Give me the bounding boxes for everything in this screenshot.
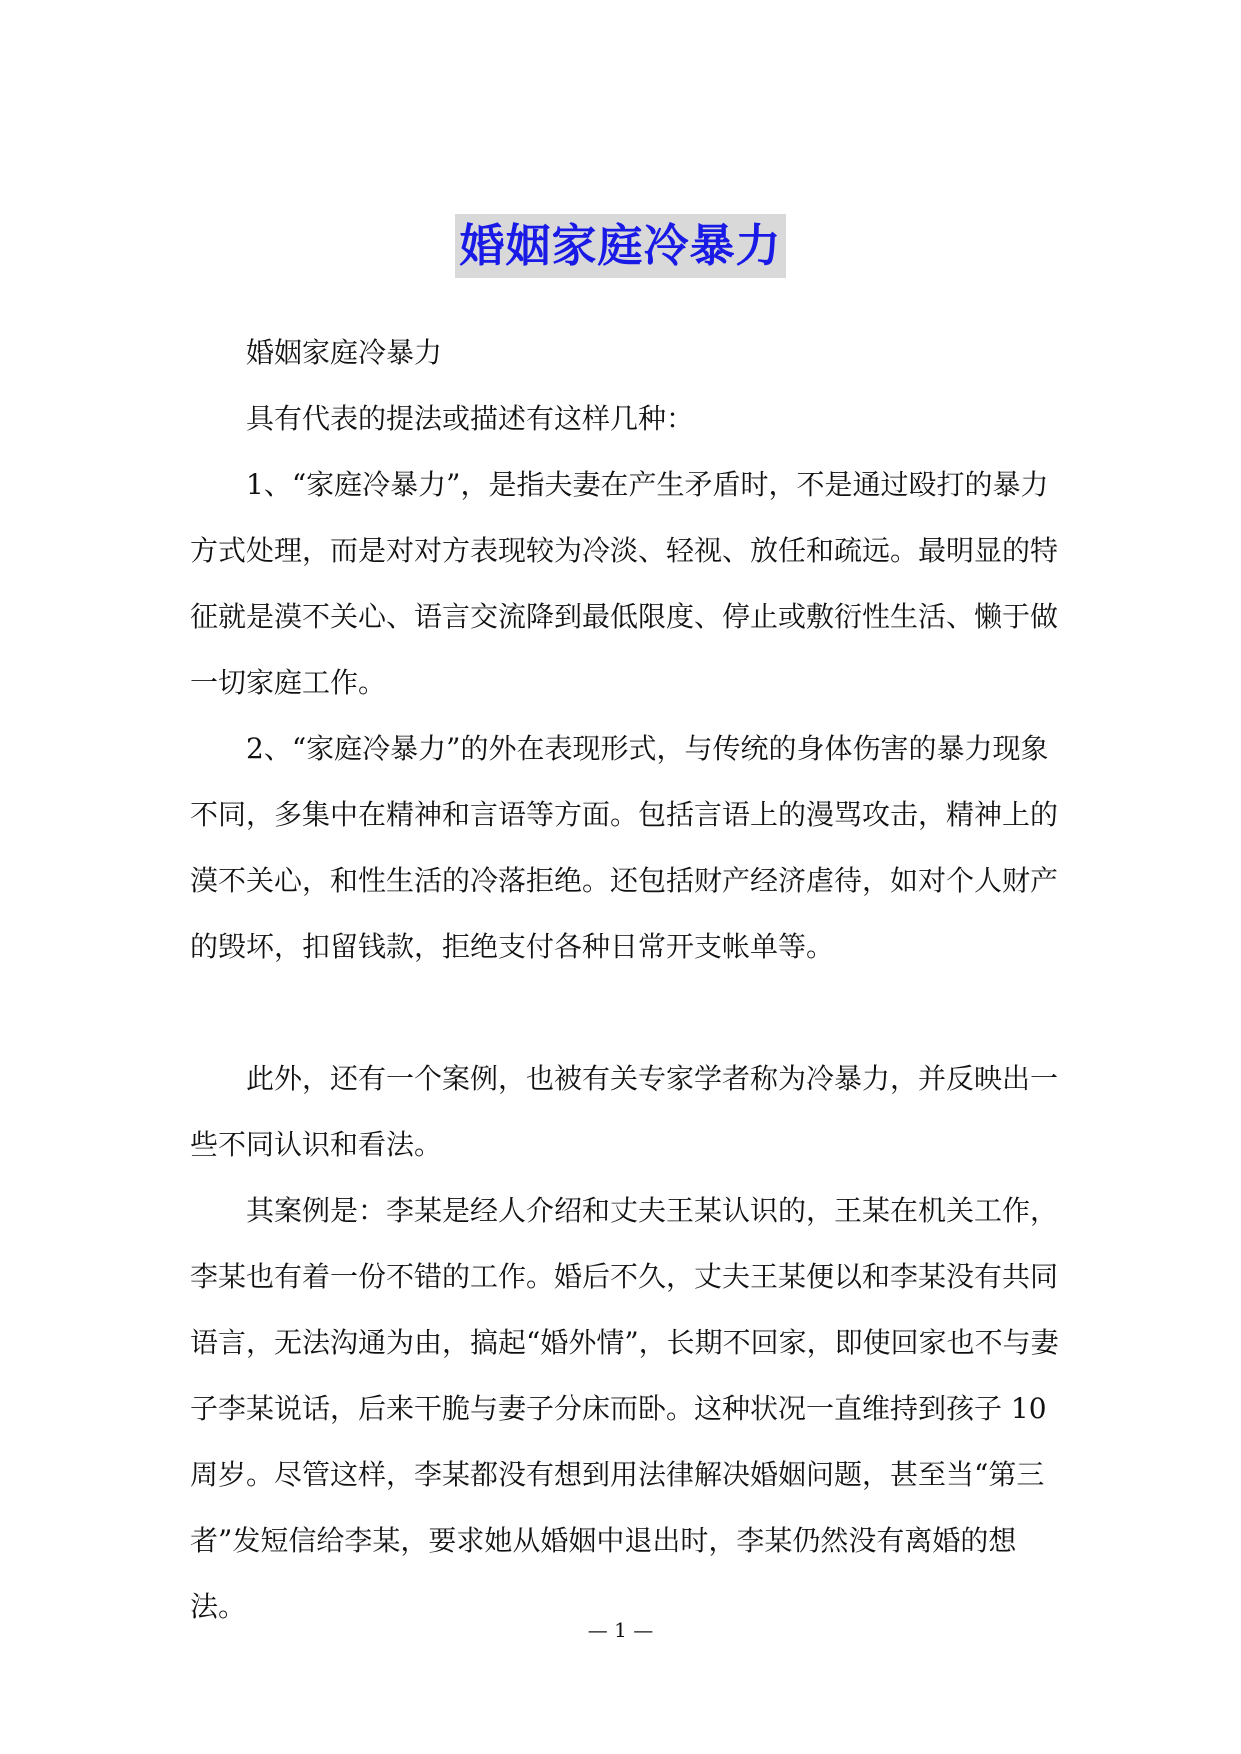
paragraph-case-intro: 此外，还有一个案例，也被有关专家学者称为冷暴力，并反映出一些不同认识和看法。 [190,1062,1059,1161]
paragraph-spacer [190,980,1060,1046]
title-container [0,214,1241,278]
paragraph-intro: 具有代表的提法或描述有这样几种： [246,402,695,435]
paragraph-point-1: 1、“家庭冷暴力”，是指夫妻在产生矛盾时，不是通过殴打的暴力方式处理，而是对对方表现较为冷淡、轻视、放任和疏远。最明显的特征就是漠不关心、语言交流降到最低限度、停止或敷衍性生活、懒于做一切家庭工作。 [190,468,1059,699]
document-title: 婚姻家庭冷暴力 [455,214,785,278]
page-number: — 1 — [587,1618,654,1642]
paragraph-case-detail: 其案例是：李某是经人介绍和丈夫王某认识的，王某在机关工作，李某也有着一份不错的工作。婚后不久，丈夫王某便以和李某没有共同语言，无法沟通为由，搞起“婚外情”，长期不回家，即使回家也不与妻子李某说话，后来干脆与妻子分床而卧。这种状况一直维持到孩子 10 周岁。尽管这样，李某都没有想到用法律解决婚姻问题，甚至当“第三者”发短信给李某，要求她从婚姻中退出时，李某仍然没有离婚的想法。 [190,1194,1059,1623]
paragraph-point-2: 2、“家庭冷暴力”的外在表现形式，与传统的身体伤害的暴力现象不同，多集中在精神和言语等方面。包括言语上的漫骂攻击，精神上的漠不关心，和性生活的冷落拒绝。还包括财产经济虐待，如对个人财产的毁坏，扣留钱款，拒绝支付各种日常开支帐单等。 [190,732,1059,963]
document-body [190,320,1060,1640]
paragraph-heading: 婚姻家庭冷暴力 [246,336,443,369]
